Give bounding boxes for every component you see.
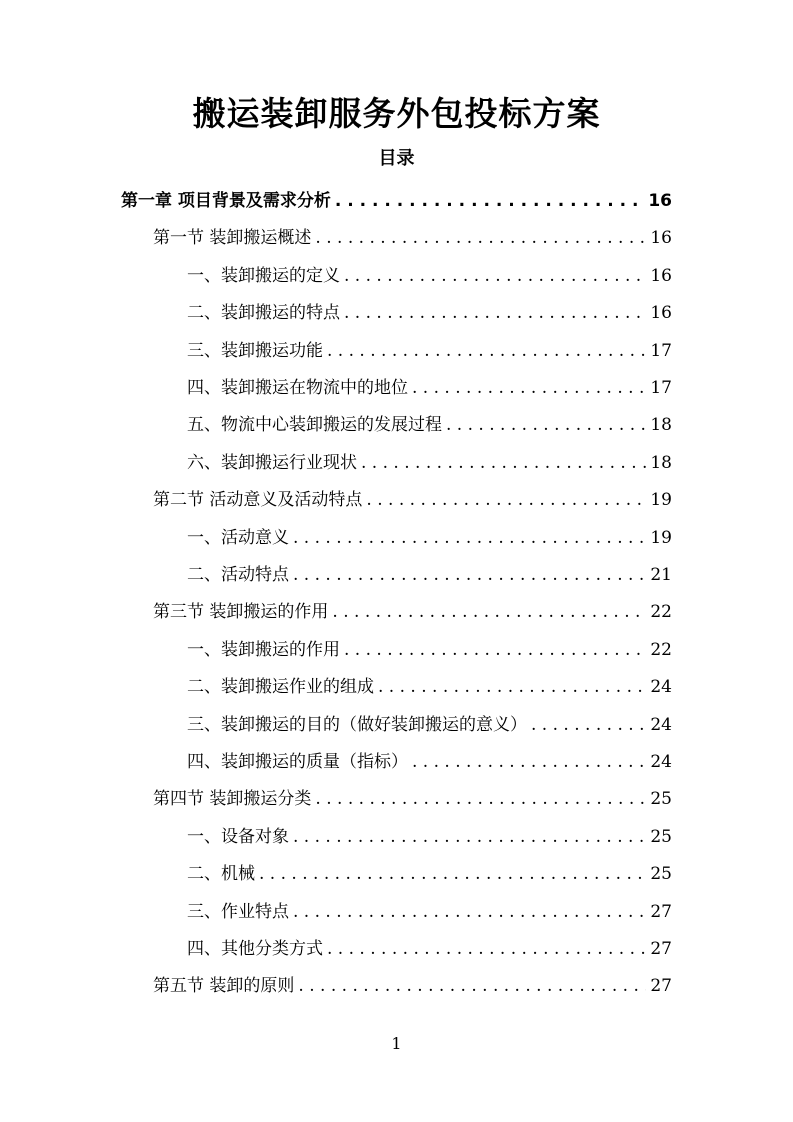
toc-entry-page: 21 [650, 565, 672, 585]
toc-dot-leader [293, 902, 646, 922]
toc-entry-label: 第一节 装卸搬运概述 [153, 228, 312, 249]
toc-dot-leader [259, 864, 646, 884]
toc-entry-page: 17 [650, 340, 672, 361]
toc-dot-leader [531, 715, 646, 735]
toc-entry-page: 25 [650, 864, 672, 885]
toc-dot-leader [315, 789, 646, 809]
toc-entry[interactable] [187, 448, 672, 476]
toc-dot-leader [344, 266, 646, 286]
toc-entry-page: 24 [650, 677, 672, 698]
toc-dot-leader [327, 939, 646, 959]
toc-entry-page: 19 [650, 527, 672, 548]
toc-entry[interactable] [187, 635, 672, 663]
toc-entry-label: 四、装卸搬运在物流中的地位 [187, 378, 408, 398]
toc-entry[interactable] [187, 410, 672, 438]
toc-entry-label: 三、装卸搬运功能 [187, 340, 323, 361]
toc-entry-label: 第二节 活动意义及活动特点 [153, 490, 363, 511]
toc-entry-page: 16 [650, 228, 672, 249]
toc-dot-leader [293, 827, 646, 847]
toc-entry-label: 一、设备对象 [187, 826, 289, 847]
toc-entry-label: 一、装卸搬运的定义 [187, 265, 340, 286]
toc-dot-leader [378, 677, 646, 697]
toc-entry-label: 二、活动特点 [187, 565, 289, 585]
document-title: 搬运装卸服务外包投标方案 [192, 94, 601, 133]
toc-entry-page: 24 [650, 752, 672, 772]
toc-entry[interactable] [187, 336, 672, 364]
toc-entry[interactable] [187, 373, 672, 401]
toc-entry-label: 三、装卸搬运的目的（做好装卸搬运的意义） [187, 714, 527, 735]
toc-entry-page: 25 [650, 789, 672, 810]
toc-entry-page: 22 [650, 639, 672, 660]
toc-entry[interactable] [121, 186, 672, 214]
toc-entry[interactable] [187, 523, 672, 551]
toc-entry-page: 17 [650, 378, 672, 398]
toc-entry-label: 六、装卸搬运行业现状 [187, 452, 357, 473]
toc-dot-leader [412, 752, 646, 772]
toc-dot-leader [332, 602, 646, 622]
toc-entry[interactable] [187, 859, 672, 887]
toc-dot-leader [293, 528, 646, 548]
toc-entry-page: 22 [650, 602, 672, 623]
toc-entry-page: 16 [648, 191, 672, 211]
toc-dot-leader [315, 228, 646, 248]
toc-entry-label: 第一章 项目背景及需求分析 [121, 191, 331, 211]
toc-entry-label: 四、其他分类方式 [187, 939, 323, 959]
toc-entry[interactable] [153, 485, 672, 513]
toc-entry-label: 二、装卸搬运作业的组成 [187, 677, 374, 698]
toc-entry-page: 16 [650, 303, 672, 324]
toc-dot-leader [298, 976, 646, 996]
toc-entry[interactable] [187, 822, 672, 850]
toc-entry[interactable] [187, 298, 672, 326]
page-number: 1 [391, 1034, 402, 1053]
toc-dot-leader [366, 490, 646, 510]
toc-entry-label: 五、物流中心装卸搬运的发展过程 [187, 415, 442, 436]
toc-entry[interactable] [153, 223, 672, 251]
toc-entry-page: 18 [650, 452, 672, 473]
toc-entry-label: 三、作业特点 [187, 901, 289, 922]
toc-entry-label: 第三节 装卸搬运的作用 [153, 602, 329, 623]
toc-entry-label: 第五节 装卸的原则 [153, 976, 295, 997]
toc-dot-leader [344, 303, 646, 323]
toc-entry[interactable] [187, 560, 672, 588]
toc-entry-label: 二、装卸搬运的特点 [187, 303, 340, 324]
toc-entry[interactable] [187, 897, 672, 925]
toc-dot-leader [412, 378, 646, 398]
toc-dot-leader [361, 453, 646, 473]
toc-dot-leader [335, 191, 644, 211]
toc-entry-page: 18 [650, 415, 672, 436]
toc-entry-label: 一、活动意义 [187, 527, 289, 548]
toc-entry-page: 24 [650, 714, 672, 735]
toc-entry-page: 27 [650, 939, 672, 959]
toc-entry[interactable] [187, 710, 672, 738]
toc-heading: 目录 [378, 148, 415, 169]
toc-entry[interactable] [153, 971, 672, 999]
toc-entry[interactable] [153, 597, 672, 625]
toc-entry[interactable] [153, 784, 672, 812]
toc-entry-page: 27 [650, 901, 672, 922]
toc-entry-page: 16 [650, 265, 672, 286]
toc-entry-label: 第四节 装卸搬运分类 [153, 789, 312, 810]
toc-entry-label: 四、装卸搬运的质量（指标） [187, 752, 408, 772]
toc-dot-leader [344, 640, 646, 660]
toc-entry[interactable] [187, 672, 672, 700]
toc-entry-page: 19 [650, 490, 672, 511]
toc-entry[interactable] [187, 261, 672, 289]
toc-entry-page: 25 [650, 826, 672, 847]
toc-entry[interactable] [187, 934, 672, 962]
toc-entry-page: 27 [650, 976, 672, 997]
toc-entry[interactable] [187, 747, 672, 775]
toc-entry-label: 一、装卸搬运的作用 [187, 639, 340, 660]
toc-dot-leader [293, 565, 646, 585]
toc-entry-label: 二、机械 [187, 864, 255, 885]
toc-dot-leader [327, 341, 646, 361]
toc-dot-leader [446, 415, 646, 435]
